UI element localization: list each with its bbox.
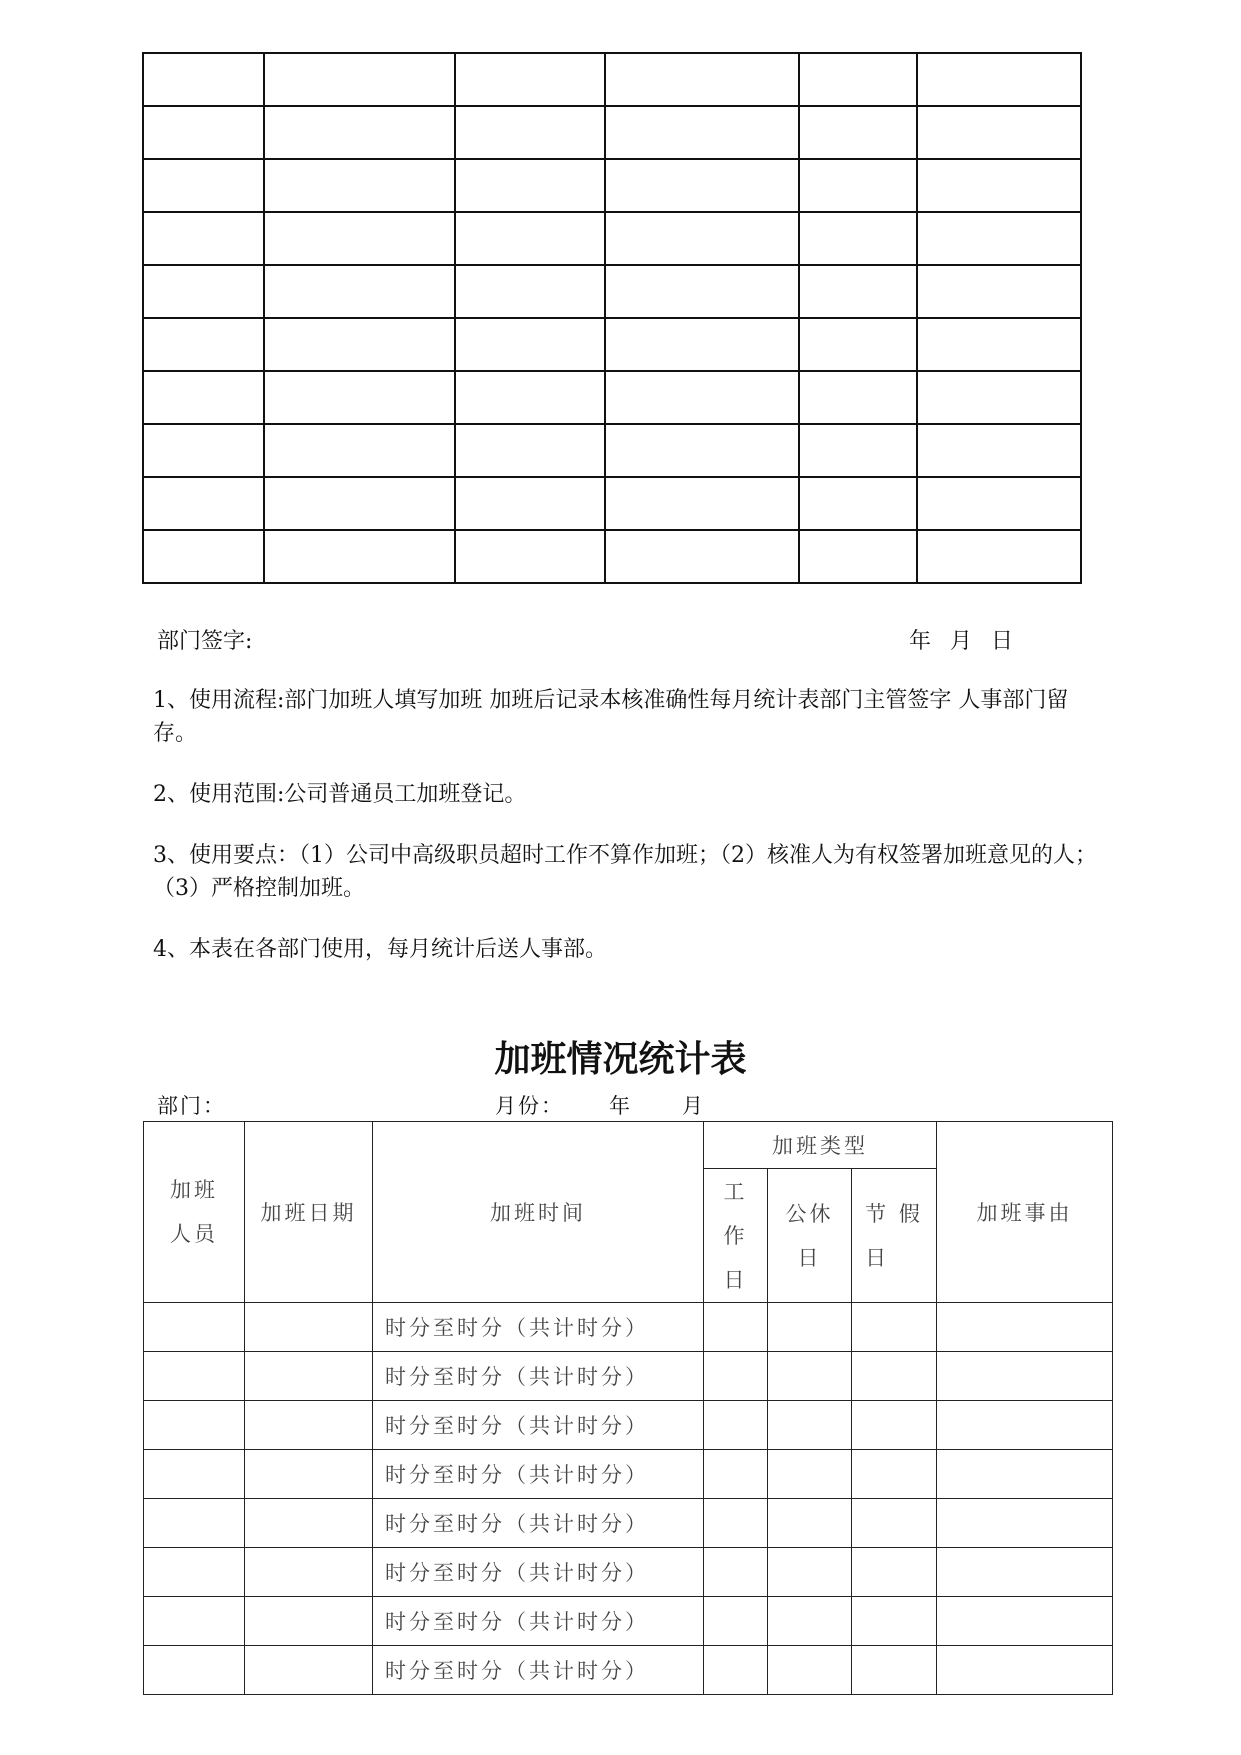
blank-table-cell[interactable]	[264, 212, 456, 265]
stats-table-cell[interactable]	[852, 1401, 937, 1450]
blank-table-cell[interactable]	[799, 159, 918, 212]
blank-table-cell[interactable]	[605, 212, 799, 265]
blank-table-cell[interactable]	[264, 265, 456, 318]
stats-table-cell[interactable]	[144, 1450, 245, 1499]
stats-table-cell[interactable]	[768, 1646, 852, 1695]
note-usage-process: 1、使用流程:部门加班人填写加班 加班后记录本核准确性每月统计表部门主管签字 人事部门留存。	[153, 688, 1069, 746]
stats-table-cell[interactable]	[245, 1303, 373, 1352]
blank-records-table	[142, 52, 1082, 584]
overtime-time-cell[interactable]: 时分至时分（共计时分）	[373, 1352, 704, 1401]
blank-table-cell[interactable]	[455, 159, 605, 212]
header-overtime-time: 加班时间	[373, 1122, 704, 1303]
stats-table-cell[interactable]	[852, 1499, 937, 1548]
stats-table-cell[interactable]	[245, 1401, 373, 1450]
blank-table-cell[interactable]	[605, 477, 799, 530]
header-type-holiday: 节 假 日	[852, 1169, 937, 1303]
blank-table-cell[interactable]	[605, 265, 799, 318]
overtime-stats-table	[143, 1121, 1113, 1695]
blank-table-cell[interactable]	[143, 318, 264, 371]
blank-table-cell[interactable]	[605, 530, 799, 583]
stats-table-cell[interactable]	[704, 1352, 768, 1401]
header-type-restday: 公休 日	[768, 1169, 852, 1303]
stats-table-cell[interactable]	[852, 1646, 937, 1695]
stats-table-cell[interactable]	[144, 1401, 245, 1450]
header-overtime-date: 加班日期	[245, 1122, 373, 1303]
blank-table-cell[interactable]	[143, 371, 264, 424]
stats-table-cell[interactable]	[937, 1450, 1113, 1499]
stats-table-cell[interactable]	[704, 1450, 768, 1499]
stats-table-cell[interactable]	[144, 1646, 245, 1695]
stats-table-cell[interactable]	[245, 1646, 373, 1695]
stats-table-cell[interactable]	[704, 1646, 768, 1695]
blank-table-cell[interactable]	[143, 159, 264, 212]
blank-table-cell[interactable]	[605, 371, 799, 424]
blank-table-cell[interactable]	[455, 477, 605, 530]
stats-table-row	[144, 1401, 1113, 1450]
blank-table-cell[interactable]	[917, 424, 1081, 477]
blank-table-cell[interactable]	[799, 371, 918, 424]
blank-table-cell[interactable]	[143, 106, 264, 159]
blank-table-cell[interactable]	[917, 53, 1081, 106]
stats-table-cell[interactable]	[852, 1303, 937, 1352]
overtime-time-cell[interactable]: 时分至时分（共计时分）	[373, 1401, 704, 1450]
blank-table-row	[143, 424, 1081, 477]
stats-table-cell[interactable]	[852, 1597, 937, 1646]
blank-table-cell[interactable]	[605, 318, 799, 371]
blank-table-cell[interactable]	[605, 424, 799, 477]
note-submission: 4、本表在各部门使用，每月统计后送人事部。	[153, 937, 607, 962]
blank-table-cell[interactable]	[455, 530, 605, 583]
blank-table-cell[interactable]	[605, 106, 799, 159]
blank-table-cell[interactable]	[917, 477, 1081, 530]
department-signature-row	[157, 624, 1027, 655]
blank-table-cell[interactable]	[455, 265, 605, 318]
blank-table-cell[interactable]	[917, 371, 1081, 424]
stats-form-title: 加班情况统计表	[494, 1039, 747, 1080]
blank-table-cell[interactable]	[799, 477, 918, 530]
stats-table-row	[144, 1303, 1113, 1352]
header-overtime-type: 加班类型	[704, 1122, 937, 1169]
stats-table-cell[interactable]	[704, 1499, 768, 1548]
stats-table-cell[interactable]	[768, 1499, 852, 1548]
blank-table-cell[interactable]	[455, 318, 605, 371]
stats-table-cell[interactable]	[245, 1548, 373, 1597]
blank-table-cell[interactable]	[143, 212, 264, 265]
blank-table-cell[interactable]	[799, 318, 918, 371]
blank-table-cell[interactable]	[799, 424, 918, 477]
stats-table-cell[interactable]	[937, 1303, 1113, 1352]
blank-table-row	[143, 53, 1081, 106]
signature-date-label: 年 月 日	[909, 629, 1019, 654]
stats-table-row	[144, 1646, 1113, 1695]
blank-table-cell[interactable]	[917, 265, 1081, 318]
stats-table-cell[interactable]	[937, 1597, 1113, 1646]
stats-table-cell[interactable]	[937, 1352, 1113, 1401]
overtime-time-cell[interactable]: 时分至时分（共计时分）	[373, 1499, 704, 1548]
stats-table-cell[interactable]	[768, 1401, 852, 1450]
department-signature-label: 部门签字:	[157, 629, 253, 654]
stats-table-cell[interactable]	[852, 1548, 937, 1597]
overtime-time-cell[interactable]: 时分至时分（共计时分）	[373, 1450, 704, 1499]
blank-table-cell[interactable]	[799, 106, 918, 159]
overtime-time-cell[interactable]: 时分至时分（共计时分）	[373, 1597, 704, 1646]
blank-table-cell[interactable]	[605, 159, 799, 212]
blank-table-cell[interactable]	[799, 265, 918, 318]
stats-table-cell[interactable]	[245, 1450, 373, 1499]
header-overtime-reason: 加班事由	[937, 1122, 1113, 1303]
blank-table-cell[interactable]	[917, 106, 1081, 159]
stats-table-cell[interactable]	[144, 1597, 245, 1646]
stats-table-cell[interactable]	[144, 1548, 245, 1597]
note-usage-scope: 2、使用范围:公司普通员工加班登记。	[153, 782, 527, 807]
blank-table-cell[interactable]	[917, 530, 1081, 583]
blank-table-cell[interactable]	[455, 371, 605, 424]
blank-table-cell[interactable]	[799, 530, 918, 583]
note-usage-points: 3、使用要点：（1）公司中高级职员超时工作不算作加班；（2）核准人为有权签署加班意见的人；（3）严格控制加班。	[153, 843, 1097, 901]
stats-table-cell[interactable]	[937, 1401, 1113, 1450]
blank-table-cell[interactable]	[799, 53, 918, 106]
stats-table-cell[interactable]	[245, 1352, 373, 1401]
blank-table-row	[143, 212, 1081, 265]
blank-table-cell[interactable]	[917, 212, 1081, 265]
header-type-workday: 工 作 日	[704, 1169, 768, 1303]
blank-table-cell[interactable]	[264, 477, 456, 530]
overtime-time-cell[interactable]: 时分至时分（共计时分）	[373, 1548, 704, 1597]
stats-table-cell[interactable]	[144, 1499, 245, 1548]
blank-table-cell[interactable]	[455, 212, 605, 265]
stats-table-cell[interactable]	[704, 1401, 768, 1450]
stats-table-cell[interactable]	[245, 1597, 373, 1646]
blank-table-cell[interactable]	[917, 159, 1081, 212]
blank-table-cell[interactable]	[143, 265, 264, 318]
blank-table-cell[interactable]	[917, 318, 1081, 371]
stats-table-cell[interactable]	[245, 1499, 373, 1548]
blank-table-cell[interactable]	[799, 212, 918, 265]
year-label: 年	[609, 1094, 632, 1118]
blank-table-row	[143, 265, 1081, 318]
overtime-time-cell[interactable]: 时分至时分（共计时分）	[373, 1303, 704, 1352]
stats-table-cell[interactable]	[768, 1597, 852, 1646]
overtime-time-cell[interactable]: 时分至时分（共计时分）	[373, 1646, 704, 1695]
header-overtime-person: 加班 人员	[144, 1122, 245, 1303]
blank-table-cell[interactable]	[605, 53, 799, 106]
blank-table-row	[143, 371, 1081, 424]
blank-table-cell[interactable]	[264, 371, 456, 424]
stats-table-cell[interactable]	[937, 1646, 1113, 1695]
blank-table-cell[interactable]	[264, 53, 456, 106]
stats-table-cell[interactable]	[144, 1303, 245, 1352]
month-label: 月份：	[495, 1094, 564, 1118]
blank-table-cell[interactable]	[455, 424, 605, 477]
stats-table-cell[interactable]	[937, 1499, 1113, 1548]
stats-table-cell[interactable]	[768, 1352, 852, 1401]
blank-table-cell[interactable]	[455, 106, 605, 159]
blank-table-row	[143, 106, 1081, 159]
department-label: 部门：	[157, 1094, 226, 1118]
blank-table-cell[interactable]	[264, 318, 456, 371]
blank-table-cell[interactable]	[143, 424, 264, 477]
stats-table-cell[interactable]	[768, 1450, 852, 1499]
stats-table-row	[144, 1548, 1113, 1597]
stats-table-cell[interactable]	[704, 1597, 768, 1646]
blank-table-row	[143, 477, 1081, 530]
blank-table-row	[143, 530, 1081, 583]
blank-table-cell[interactable]	[143, 53, 264, 106]
stats-table-row	[144, 1597, 1113, 1646]
blank-table-cell[interactable]	[264, 530, 456, 583]
stats-table-row	[144, 1499, 1113, 1548]
stats-table-cell[interactable]	[704, 1548, 768, 1597]
blank-table-cell[interactable]	[143, 530, 264, 583]
stats-table-cell[interactable]	[937, 1548, 1113, 1597]
stats-table-row	[144, 1450, 1113, 1499]
blank-table-row	[143, 159, 1081, 212]
stats-table-cell[interactable]	[768, 1303, 852, 1352]
blank-table-cell[interactable]	[143, 477, 264, 530]
stats-table-cell[interactable]	[852, 1450, 937, 1499]
blank-table-cell[interactable]	[264, 106, 456, 159]
stats-table-cell[interactable]	[144, 1352, 245, 1401]
blank-table-cell[interactable]	[264, 159, 456, 212]
month-unit-label: 月	[682, 1094, 705, 1118]
blank-table-cell[interactable]	[264, 424, 456, 477]
blank-table-row	[143, 318, 1081, 371]
stats-table-row	[144, 1352, 1113, 1401]
stats-table-cell[interactable]	[704, 1303, 768, 1352]
stats-table-cell[interactable]	[852, 1352, 937, 1401]
blank-table-cell[interactable]	[455, 53, 605, 106]
stats-table-cell[interactable]	[768, 1548, 852, 1597]
